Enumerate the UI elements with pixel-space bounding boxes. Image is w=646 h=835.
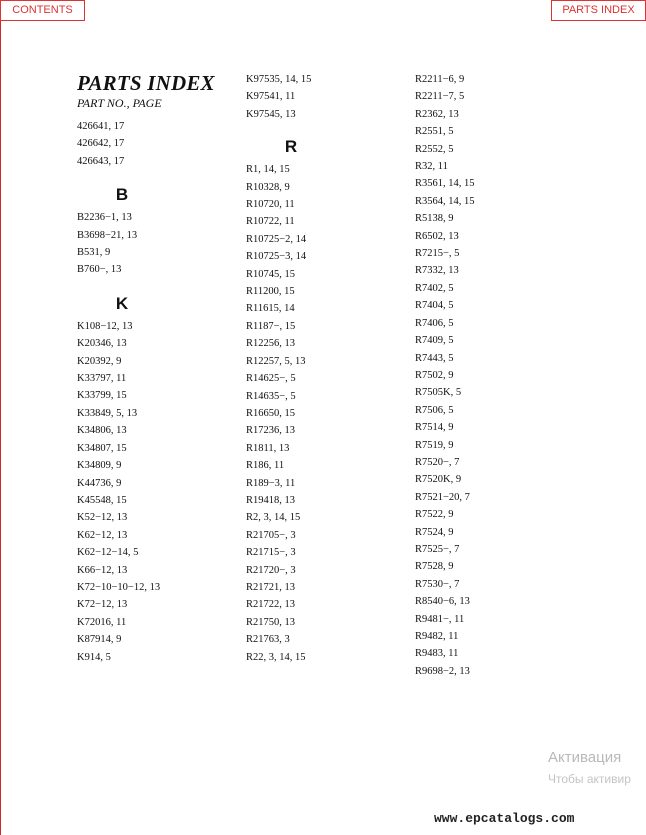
- index-entry[interactable]: R7332, 13: [415, 265, 459, 277]
- index-entry[interactable]: R17236, 13: [246, 425, 296, 437]
- index-entry[interactable]: R7525−, 7: [415, 543, 460, 555]
- index-entry[interactable]: R7506, 5: [415, 404, 454, 416]
- page-title: PARTS INDEX: [77, 71, 215, 95]
- index-entry[interactable]: R7521−20, 7: [415, 491, 470, 503]
- index-entry[interactable]: R7519, 9: [415, 439, 454, 451]
- index-entry[interactable]: R22, 3, 14, 15: [246, 651, 306, 663]
- index-entry[interactable]: R1187−, 15: [246, 320, 296, 332]
- index-entry[interactable]: R1811, 13: [246, 442, 290, 454]
- index-entry[interactable]: R7502, 9: [415, 369, 454, 381]
- index-entry[interactable]: R10328, 9: [246, 181, 290, 193]
- index-entry[interactable]: R10725−2, 14: [246, 233, 307, 245]
- r-entries: [246, 161, 406, 666]
- page-left-border: [0, 0, 1, 835]
- index-entry[interactable]: R16650, 15: [246, 407, 296, 419]
- index-entry[interactable]: K33797, 11: [77, 373, 127, 385]
- index-entry[interactable]: R2551, 5: [415, 126, 454, 138]
- index-entry[interactable]: R21720−, 3: [246, 564, 296, 576]
- index-column-3: [415, 71, 595, 680]
- index-entry[interactable]: 426643, 17: [77, 155, 125, 167]
- index-entry[interactable]: K66−12, 13: [77, 564, 128, 576]
- index-entry[interactable]: R7514, 9: [415, 422, 454, 434]
- index-entry[interactable]: R7520−, 7: [415, 456, 460, 468]
- contents-button[interactable]: CONTENTS: [0, 0, 85, 21]
- index-entry[interactable]: B531, 9: [77, 247, 111, 259]
- index-entry[interactable]: R10722, 11: [246, 216, 295, 228]
- index-entry[interactable]: K34807, 15: [77, 442, 127, 454]
- index-entry[interactable]: K72016, 11: [77, 616, 127, 628]
- index-entry[interactable]: 426642, 17: [77, 138, 125, 150]
- index-entry[interactable]: R19418, 13: [246, 494, 296, 506]
- index-entry[interactable]: K87914, 9: [77, 634, 122, 646]
- index-entry[interactable]: R8540−6, 13: [415, 596, 470, 608]
- index-entry[interactable]: R10745, 15: [246, 268, 296, 280]
- index-entry[interactable]: K20346, 13: [77, 338, 127, 350]
- index-entry[interactable]: K34806, 13: [77, 425, 127, 437]
- index-entry[interactable]: R32, 11: [415, 161, 448, 173]
- index-entry[interactable]: R3561, 14, 15: [415, 178, 475, 190]
- index-entry[interactable]: B2236−1, 13: [77, 212, 132, 224]
- index-entry[interactable]: R7404, 5: [415, 300, 454, 312]
- index-entry[interactable]: R21715−, 3: [246, 547, 296, 559]
- index-entry[interactable]: R2, 3, 14, 15: [246, 512, 301, 524]
- index-entry[interactable]: K62−12, 13: [77, 529, 128, 541]
- index-entry[interactable]: R14625−, 5: [246, 373, 296, 385]
- index-entry[interactable]: R2211−6, 9: [415, 74, 465, 85]
- parts-index-button[interactable]: PARTS INDEX: [551, 0, 646, 21]
- section-letter-r: R: [284, 137, 298, 157]
- index-entry[interactable]: R10725−3, 14: [246, 251, 307, 263]
- index-entry[interactable]: K72−10−10−12, 13: [77, 581, 161, 593]
- activation-watermark-text: Чтобы активир: [548, 772, 631, 786]
- index-entry[interactable]: K44736, 9: [77, 477, 122, 489]
- index-entry[interactable]: 426641, 17: [77, 121, 125, 132]
- index-entry[interactable]: R7522, 9: [415, 509, 454, 521]
- activation-watermark-title: Активация: [548, 749, 622, 766]
- index-entry[interactable]: R21750, 13: [246, 616, 296, 628]
- numeric-entries: [77, 118, 237, 170]
- index-entry[interactable]: R7402, 5: [415, 282, 454, 294]
- index-entry[interactable]: R12257, 5, 13: [246, 355, 306, 367]
- index-entry[interactable]: K97545, 13: [246, 108, 296, 120]
- index-entry[interactable]: K914, 5: [77, 651, 111, 663]
- index-entry[interactable]: R5138, 9: [415, 213, 454, 225]
- index-entry[interactable]: B760−, 13: [77, 264, 122, 276]
- index-entry[interactable]: R7215−, 5: [415, 248, 460, 260]
- index-entry[interactable]: R7520K, 9: [415, 474, 462, 486]
- index-entry[interactable]: K34809, 9: [77, 460, 122, 472]
- index-entry[interactable]: R2211−7, 5: [415, 91, 465, 103]
- index-entry[interactable]: R6502, 13: [415, 230, 459, 242]
- index-entry[interactable]: R12256, 13: [246, 338, 296, 350]
- index-entry[interactable]: R21722, 13: [246, 599, 296, 611]
- index-entry[interactable]: R21721, 13: [246, 581, 296, 593]
- index-entry[interactable]: R9481−, 11: [415, 613, 465, 625]
- index-entry[interactable]: R11615, 14: [246, 303, 295, 315]
- index-entry[interactable]: K45548, 15: [77, 494, 127, 506]
- index-entry[interactable]: K33799, 15: [77, 390, 127, 402]
- page-subtitle: PART NO., PAGE: [77, 96, 162, 110]
- b-entries: [77, 209, 237, 279]
- index-entry[interactable]: R7406, 5: [415, 317, 454, 329]
- section-letter-k: K: [115, 293, 129, 313]
- index-entry[interactable]: K20392, 9: [77, 355, 122, 367]
- index-entry[interactable]: K108−12, 13: [77, 320, 133, 332]
- index-entry[interactable]: K33849, 5, 13: [77, 407, 138, 419]
- index-entry[interactable]: K97541, 11: [246, 91, 296, 103]
- index-column-2: [246, 71, 406, 666]
- index-entry[interactable]: K97535, 14, 15: [246, 74, 312, 85]
- index-entry[interactable]: R14635−, 5: [246, 390, 296, 402]
- index-entry[interactable]: R7505K, 5: [415, 387, 462, 399]
- index-entry[interactable]: R10720, 11: [246, 199, 295, 211]
- index-entry[interactable]: R9482, 11: [415, 631, 459, 642]
- index-entry[interactable]: R1, 14, 15: [246, 164, 290, 176]
- index-entry[interactable]: R189−3, 11: [246, 477, 296, 489]
- index-entry[interactable]: R9483, 11: [415, 648, 459, 660]
- index-entry[interactable]: B3698−21, 13: [77, 229, 138, 241]
- site-url: www.epcatalogs.com: [434, 811, 575, 826]
- index-entry[interactable]: R2552, 5: [415, 143, 454, 155]
- index-entry[interactable]: R7524, 9: [415, 526, 454, 538]
- index-entry[interactable]: R21763, 3: [246, 634, 290, 646]
- index-entry[interactable]: R7409, 5: [415, 335, 454, 347]
- index-entry[interactable]: R9698−2, 13: [415, 665, 470, 677]
- r-continued-entries: [415, 71, 595, 680]
- index-entry[interactable]: R186, 11: [246, 460, 285, 472]
- index-entry[interactable]: K52−12, 13: [77, 512, 128, 524]
- section-letter-b: B: [115, 185, 129, 205]
- index-entry[interactable]: R7443, 5: [415, 352, 454, 364]
- index-entry[interactable]: R3564, 14, 15: [415, 195, 475, 207]
- index-entry[interactable]: R7530−, 7: [415, 578, 460, 590]
- k-continued-entries: [246, 71, 406, 123]
- index-entry[interactable]: R7528, 9: [415, 561, 454, 573]
- index-entry[interactable]: K62−12−14, 5: [77, 547, 139, 559]
- k-entries: [77, 318, 237, 666]
- index-entry[interactable]: R11200, 15: [246, 286, 295, 298]
- index-entry[interactable]: K72−12, 13: [77, 599, 128, 611]
- index-entry[interactable]: R21705−, 3: [246, 529, 296, 541]
- index-column-1: [77, 71, 237, 666]
- index-entry[interactable]: R2362, 13: [415, 108, 459, 120]
